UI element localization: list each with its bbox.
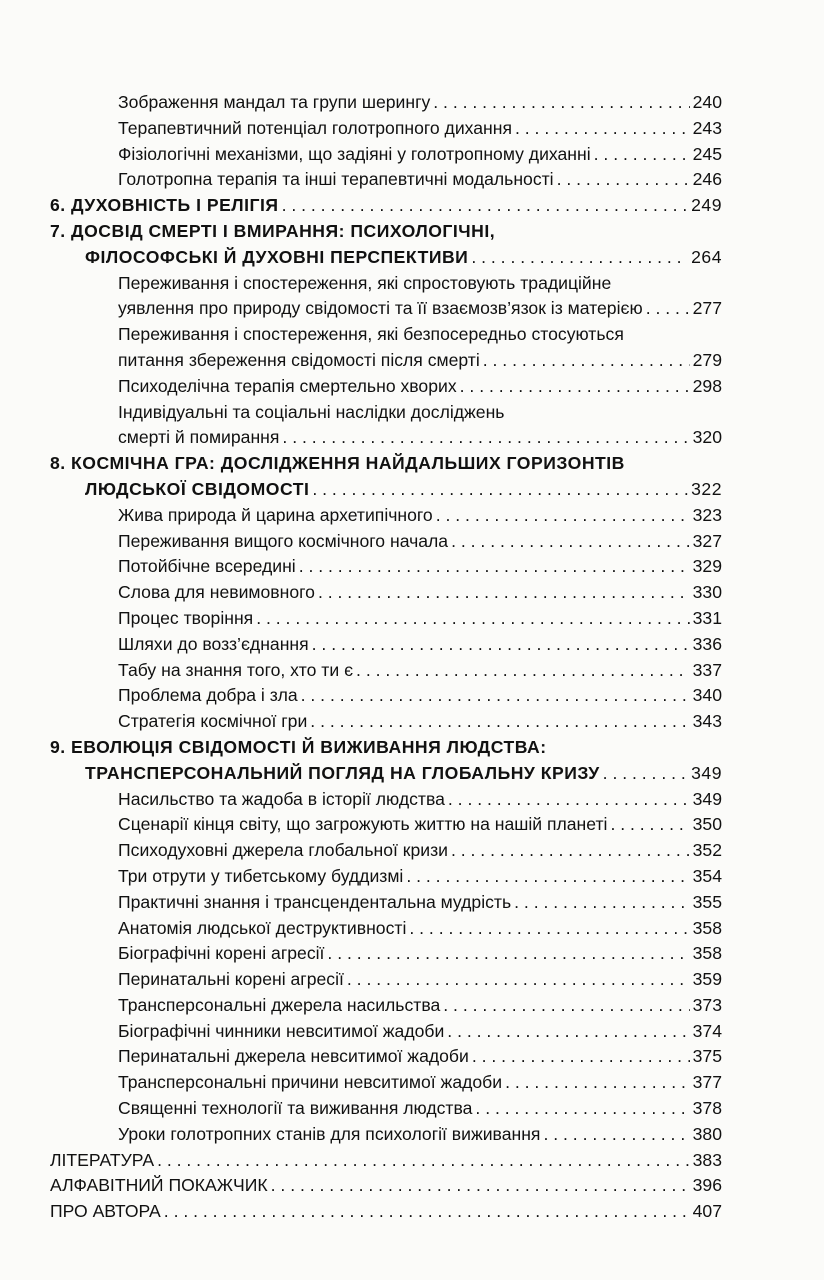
dot-leader [282,425,689,451]
toc-entry-title: 8. КОСМІЧНА ГРА: ДОСЛІДЖЕННЯ НАЙДАЛЬШИХ ГОРИЗОНТІВ [50,453,625,474]
toc-entry-title: Переживання і спостереження, які спростовують традиційне [118,272,612,293]
toc-entry-title: Біографічні чинники невситимої жадоби [118,1020,445,1041]
toc-entry-title: ТРАНСПЕРСОНАЛЬНИЙ ПОГЛЯД НА ГЛОБАЛЬНУ КРИЗУ [85,762,600,783]
toc-entry[interactable] [50,890,722,916]
toc-entry[interactable] [50,1173,722,1199]
toc-entry-title: Шляхи до возз’єднання [118,633,309,654]
toc-entry[interactable] [50,761,722,787]
dot-leader [451,838,690,864]
toc-entry[interactable] [50,90,722,116]
toc-entry[interactable] [50,529,722,555]
toc-entry-title: Слова для невимовного [118,582,315,603]
toc-entry-title: ФІЛОСОФСЬКІ Й ДУХОВНІ ПЕРСПЕКТИВИ [85,246,469,267]
toc-entry[interactable] [50,658,722,684]
toc-entry[interactable] [50,193,722,219]
toc-entry[interactable] [50,735,722,761]
toc-entry-page-number: 330 [692,582,722,603]
toc-entry-page-number: 323 [692,504,722,525]
toc-entry-page-number: 246 [692,169,722,190]
toc-entry[interactable] [50,503,722,529]
toc-entry-page-number: 240 [692,92,722,112]
toc-entry[interactable] [50,1096,722,1122]
toc-entry-title: Процес творіння [118,607,254,628]
toc-entry[interactable] [50,142,722,168]
toc-entry[interactable] [50,787,722,813]
toc-entry[interactable] [50,400,722,426]
toc-entry-page-number: 359 [692,969,722,990]
toc-entry[interactable] [50,245,722,271]
dot-leader [543,1122,689,1148]
toc-entry[interactable] [50,1044,722,1070]
toc-entry-page-number: 352 [692,840,722,861]
dot-leader [472,1044,690,1070]
toc-entry-title: Насильство та жадоба в історії людства [118,788,445,809]
toc-entry[interactable] [50,941,722,967]
toc-entry[interactable] [50,709,722,735]
toc-entry-page-number: 264 [691,246,722,267]
toc-entry-page-number: 349 [692,788,722,809]
dot-leader [483,348,690,374]
toc-entry[interactable] [50,322,722,348]
dot-leader [356,658,690,684]
toc-entry[interactable] [50,219,722,245]
toc-entry[interactable] [50,554,722,580]
dot-leader [460,374,690,400]
toc-entry[interactable] [50,1199,722,1225]
dot-leader [594,142,690,168]
dot-leader [443,993,689,1019]
dot-leader [475,1096,689,1122]
toc-entry-page-number: 373 [692,994,722,1015]
toc-entry[interactable] [50,1019,722,1045]
toc-entry[interactable] [50,632,722,658]
toc-entry-title: Біографічні корені агресії [118,943,325,964]
dot-leader [256,606,689,632]
toc-entry-page-number: 350 [692,814,722,835]
toc-entry-page-number: 245 [692,143,722,164]
toc-entry[interactable] [50,993,722,1019]
dot-leader [299,554,690,580]
toc-entry-page-number: 377 [692,1072,722,1093]
dot-leader [310,709,689,735]
toc-entry-title: Анатомія людської деструктивності [118,917,407,938]
toc-entry-title: Табу на знання того, хто ти є [118,659,354,680]
toc-entry-title: Уроки голотропних станів для психології виживання [118,1123,541,1144]
toc-entry-title: Проблема добра і зла [118,685,298,706]
dot-leader [327,941,689,967]
toc-entry-page-number: 383 [692,1149,722,1170]
toc-entry[interactable] [50,1148,722,1174]
table-of-contents [50,90,722,1225]
toc-entry-title: Три отрути у тибетському буддизмі [118,865,404,886]
toc-entry-title: Голотропна терапія та інші терапевтичні модальності [118,169,554,190]
toc-entry-page-number: 336 [692,633,722,654]
toc-entry-title: Перинатальні корені агресії [118,969,344,990]
dot-leader [282,193,689,219]
toc-entry-title: Терапевтичний потенціал голотропного дихання [118,117,512,138]
dot-leader [157,1148,690,1174]
toc-entry-title: ЛІТЕРАТУРА [50,1149,155,1170]
dot-leader [447,1019,689,1045]
dot-leader [514,890,690,916]
toc-entry-page-number: 243 [692,117,722,138]
toc-entry-page-number: 337 [692,659,722,680]
dot-leader [603,761,688,787]
toc-entry-title: Священні технології та виживання людства [118,1098,473,1119]
toc-entry-page-number: 277 [692,298,722,319]
toc-entry-page-number: 355 [692,891,722,912]
dot-leader [318,580,690,606]
toc-entry-page-number: 358 [692,917,722,938]
toc-entry-page-number: 320 [692,427,722,448]
dot-leader [505,1070,690,1096]
dot-leader [312,477,688,503]
toc-entry-title: уявлення про природу свідомості та її взаємозв’язок із матерією [118,298,643,319]
toc-entry[interactable] [50,916,722,942]
dot-leader [646,296,690,322]
toc-entry-title: Практичні знання і трансцендентальна мудрість [118,891,512,912]
toc-entry-title: ПРО АВТОРА [50,1201,161,1222]
toc-entry[interactable] [50,477,722,503]
toc-entry[interactable] [50,606,722,632]
toc-entry-title: Переживання вищого космічного начала [118,530,449,551]
dot-leader [347,967,690,993]
dot-leader [610,812,689,838]
toc-entry-page-number: 358 [692,943,722,964]
dot-leader [433,90,689,116]
toc-entry[interactable] [50,296,722,322]
toc-entry-page-number: 279 [692,349,722,370]
toc-entry-title: 6. ДУХОВНІСТЬ І РЕЛІГІЯ [50,195,279,216]
toc-entry-page-number: 374 [692,1020,722,1041]
toc-entry[interactable] [50,167,722,193]
toc-entry-page-number: 340 [692,685,722,706]
toc-entry-title: Жива природа й царина архетипічного [118,504,433,525]
toc-entry[interactable] [50,967,722,993]
toc-entry-page-number: 298 [692,375,722,396]
toc-entry-title: Індивідуальні та соціальні наслідки досліджень [118,401,505,422]
toc-entry-title: Переживання і спостереження, які безпосередньо стосуються [118,324,624,345]
toc-entry-title: Стратегія космічної гри [118,711,308,732]
toc-entry-page-number: 329 [692,556,722,577]
toc-entry-title: Трансперсональні причини невситимої жадоби [118,1072,503,1093]
dot-leader [515,116,690,142]
toc-entry-title: Фізіологічні механізми, що задіяні у голотропному диханні [118,143,591,164]
dot-leader [312,632,690,658]
toc-entry-title: Психоделічна терапія смертельно хворих [118,375,457,396]
toc-entry-title: Трансперсональні джерела насильства [118,994,441,1015]
toc-entry-title: Перинатальні джерела невситимої жадоби [118,1046,469,1067]
toc-entry-page-number: 396 [692,1175,722,1196]
toc-entry-page-number: 343 [692,711,722,732]
dot-leader [557,167,690,193]
toc-entry[interactable] [50,1122,722,1148]
toc-entry-page-number: 378 [692,1098,722,1119]
dot-leader [471,245,688,271]
dot-leader [451,529,690,555]
toc-entry-title: 7. ДОСВІД СМЕРТІ І ВМИРАННЯ: ПСИХОЛОГІЧНІ, [50,220,496,241]
toc-entry[interactable] [50,425,722,451]
toc-entry[interactable] [50,683,722,709]
toc-entry[interactable] [50,580,722,606]
dot-leader [406,864,689,890]
toc-entry-page-number: 349 [691,762,722,783]
toc-entry[interactable] [50,1070,722,1096]
toc-entry-title: Психодуховні джерела глобальної кризи [118,840,448,861]
dot-leader [436,503,690,529]
dot-leader [448,787,690,813]
toc-entry[interactable] [50,116,722,142]
dot-leader [271,1173,690,1199]
toc-entry[interactable] [50,838,722,864]
toc-entry-title: 9. ЕВОЛЮЦІЯ СВІДОМОСТІ Й ВИЖИВАННЯ ЛЮДСТВА: [50,736,547,757]
toc-entry-page-number: 249 [691,195,722,216]
toc-entry-title: смерті й помирання [118,427,280,448]
toc-entry-title: Сценарії кінця світу, що загрожують життю на нашій планеті [118,814,608,835]
toc-entry[interactable] [50,812,722,838]
toc-entry-page-number: 322 [691,478,722,499]
toc-entry[interactable] [50,864,722,890]
dot-leader [409,916,689,942]
dot-leader [301,683,690,709]
toc-entry-page-number: 380 [692,1123,722,1144]
toc-entry[interactable] [50,271,722,297]
toc-entry-title: ЛЮДСЬКОЇ СВІДОМОСТІ [85,478,310,499]
toc-entry-title: питання збереження свідомості після смерті [118,349,480,370]
toc-entry-title: Зображення мандал та групи шерингу [118,92,431,112]
dot-leader [164,1199,690,1225]
toc-entry[interactable] [50,451,722,477]
toc-entry-page-number: 375 [692,1046,722,1067]
toc-entry-page-number: 407 [692,1201,722,1222]
toc-entry-page-number: 331 [692,607,722,628]
toc-entry[interactable] [50,374,722,400]
toc-entry-title: Потойбічне всередині [118,556,296,577]
toc-entry-title: АЛФАВІТНИЙ ПОКАЖЧИК [50,1175,268,1196]
toc-entry-page-number: 354 [692,865,722,886]
toc-entry-page-number: 327 [692,530,722,551]
toc-entry[interactable] [50,348,722,374]
